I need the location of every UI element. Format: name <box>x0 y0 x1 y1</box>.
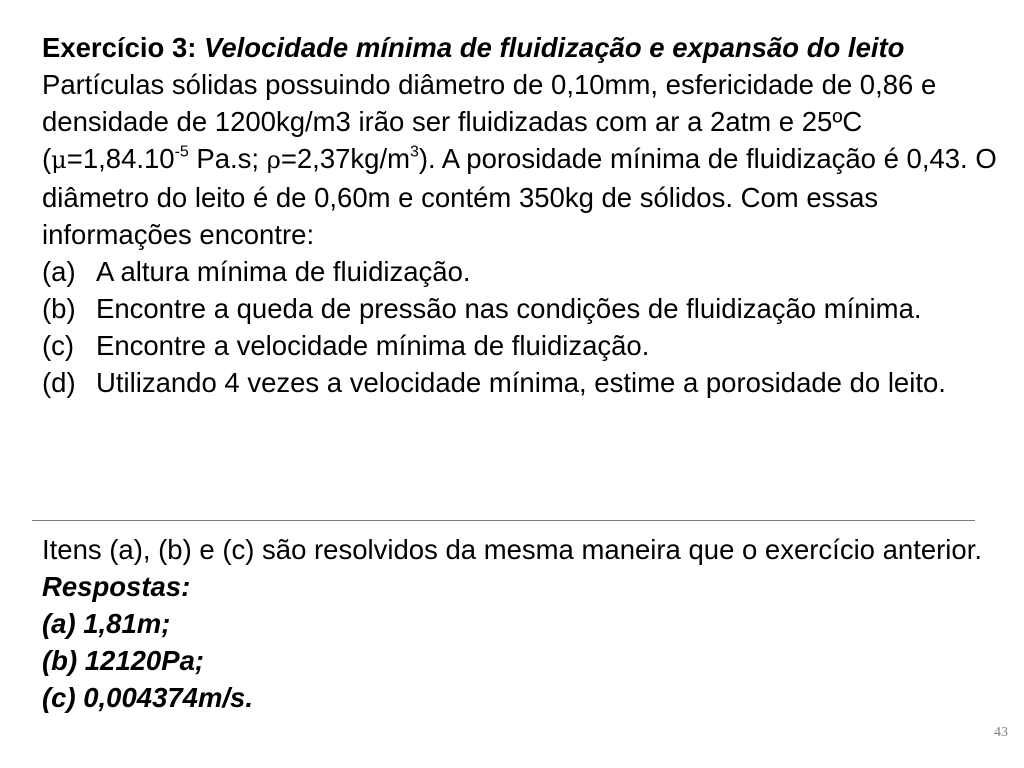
exercise-block <box>42 29 1002 401</box>
exercise-title-text: Velocidade mínima de fluidização e expansão do leito <box>204 32 905 63</box>
answer-c: (c) 0,004374m/s. <box>42 682 253 713</box>
exercise-label: Exercício 3: <box>42 32 197 63</box>
answers-note: Itens (a), (b) e (c) são resolvidos da mesma maneira que o exercício anterior. <box>42 534 982 565</box>
page-number: 43 <box>994 725 1008 740</box>
question-text: A altura mínima de fluidização. <box>96 256 471 287</box>
question-text: Encontre a velocidade mínima de fluidização. <box>96 330 650 361</box>
statement-part1: Partículas sólidas possuindo diâmetro de 0,10mm, esfericidade de 0,86 e densidade de 1200kg/m3 irão ser fluidizadas com ar a 2atm e 25ºC ( <box>42 69 937 174</box>
question-marker: (a) <box>42 256 76 287</box>
answers-heading: Respostas: <box>42 571 191 602</box>
question-list <box>42 253 1002 401</box>
question-item-a <box>42 253 1002 290</box>
answer-a: (a) 1,81m; <box>42 608 171 639</box>
mu-symbol: μ <box>51 146 67 174</box>
question-marker: (c) <box>42 330 75 361</box>
question-text: Utilizando 4 vezes a velocidade mínima, estime a porosidade do leito. <box>96 367 946 398</box>
question-text: Encontre a queda de pressão nas condições de fluidização mínima. <box>96 293 922 324</box>
mu-exponent: -5 <box>174 143 189 161</box>
rho-value: =2,37kg/m <box>280 143 411 174</box>
mu-value: =1,84.10 <box>66 143 175 174</box>
question-item-d <box>42 364 1002 401</box>
question-item-c <box>42 327 1002 364</box>
statement-part2: ). A porosidade mínima de fluidização é 0,43. O diâmetro do leito é de 0,60m e contém 350kg de sólidos. Com essas informações encontre: <box>42 143 997 250</box>
mu-unit: Pa.s; <box>188 143 267 174</box>
question-marker: (d) <box>42 367 76 398</box>
answers-block <box>42 531 1007 716</box>
answer-b: (b) 12120Pa; <box>42 645 205 676</box>
section-divider <box>32 520 975 521</box>
problem-statement <box>42 66 1002 253</box>
question-item-b <box>42 290 1002 327</box>
rho-symbol: ρ <box>266 146 281 174</box>
question-marker: (b) <box>42 293 76 324</box>
rho-exponent: 3 <box>410 143 419 161</box>
exercise-title <box>42 29 1002 66</box>
